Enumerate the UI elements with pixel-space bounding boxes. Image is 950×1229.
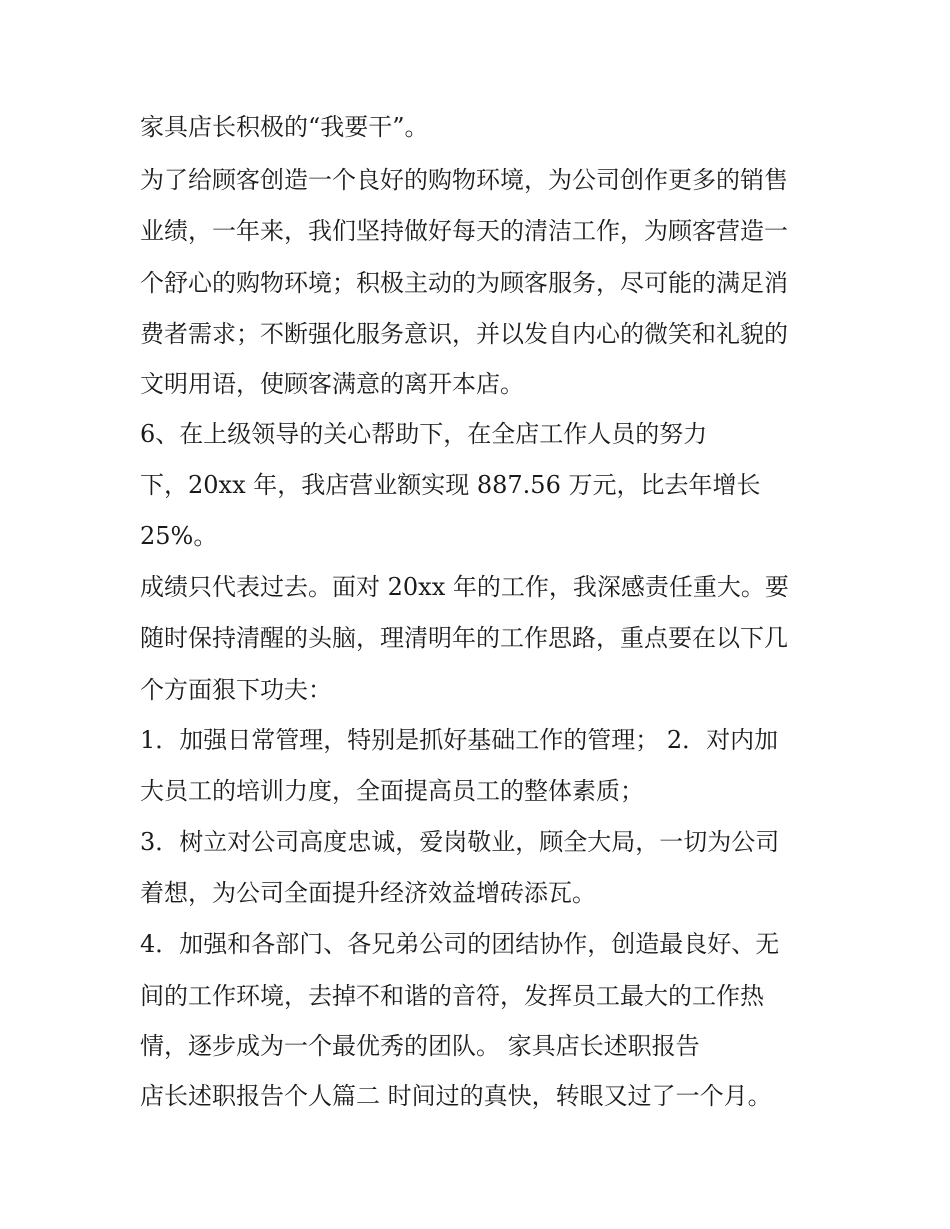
text-line: 大员工的培训力度，全面提高员工的整体素质； <box>140 777 644 805</box>
text-line: 4．加强和各部门、各兄弟公司的团结协作，创造最良好、无 <box>140 930 780 958</box>
text-line: 随时保持清醒的头脑，理清明年的工作思路，重点要在以下几 <box>140 624 788 652</box>
text-line: 成绩只代表过去。面对 20xx 年的工作，我深感责任重大。要 <box>140 573 789 601</box>
text-line: 下，20xx 年，我店营业额实现 887.56 万元，比去年增长 <box>140 471 761 499</box>
text-line: 着想，为公司全面提升经济效益增砖添瓦。 <box>140 879 596 907</box>
text-line: 间的工作环境，去掉不和谐的音符，发挥员工最大的工作热 <box>140 982 764 1010</box>
text-line: 6、在上级领导的关心帮助下，在全店工作人员的努力 <box>140 420 708 448</box>
text-line: 业绩，一年来，我们坚持做好每天的清洁工作，为顾客营造一 <box>140 217 788 245</box>
text-line: 费者需求；不断强化服务意识，并以发自内心的微笑和礼貌的 <box>140 320 788 348</box>
text-line: 为了给顾客创造一个良好的购物环境，为公司创作更多的销售 <box>140 166 788 194</box>
text-line: 25%。 <box>140 522 218 550</box>
text-line: 店长述职报告个人篇二 时间过的真快，转眼又过了一个月。 <box>140 1082 772 1110</box>
text-line: 家具店长积极的“我要干”。 <box>140 113 429 141</box>
text-line: 3．树立对公司高度忠诚，爱岗敬业，顾全大局，一切为公司 <box>140 828 780 856</box>
text-line: 个方面狠下功夫： <box>140 676 332 704</box>
text-line: 文明用语，使顾客满意的离开本店。 <box>140 370 524 398</box>
text-line: 个舒心的购物环境；积极主动的为顾客服务，尽可能的满足消 <box>140 269 788 297</box>
text-line: 1．加强日常管理，特别是抓好基础工作的管理； 2．对内加 <box>140 726 779 754</box>
text-line: 情，逐步成为一个最优秀的团队。 家具店长述职报告 <box>140 1032 700 1060</box>
